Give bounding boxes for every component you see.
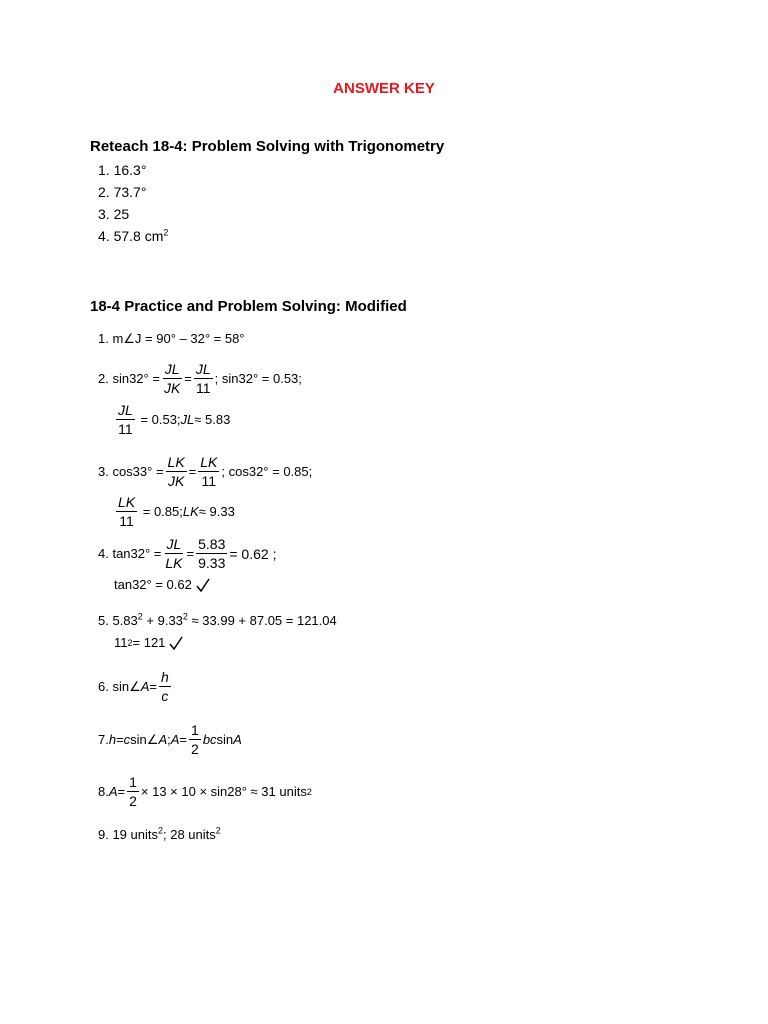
practice-answer-7: 7. h = c sin∠ A ; A = $\frac{1}{2}$ bc sin A xyxy=(98,722,242,757)
practice-answer-2-line2: $\frac{JL}{11}$ = 0.53; JL ≈ 5.83 xyxy=(118,402,231,437)
fraction: $\frac{h}{c}$ xyxy=(161,669,169,704)
reteach-heading: Reteach 18-4: Problem Solving with Trigonometry xyxy=(90,138,445,155)
practice-answer-5-line1: 5. $5.83^2 + 9.33^2 \approx 33.99 + 87.05 = 121.04$ xyxy=(98,611,337,628)
practice-answer-5-line2: 11 2 = 121 xyxy=(114,635,183,650)
reteach-answer-3: 3. 25 xyxy=(98,206,130,222)
practice-answer-6: 6. sin∠ A = $\frac{h}{c}$ xyxy=(98,669,169,704)
checkmark-icon xyxy=(196,578,210,592)
fraction: $\frac{1}{2}$ xyxy=(191,722,199,757)
fraction: $\frac{LK}{JK}$ xyxy=(167,454,185,489)
reteach-answer-4: 4. 57.8 $cm^2$ xyxy=(98,227,169,244)
practice-answer-3-line1: 3. cos33° = $\frac{LK}{JK}$ = $\frac{LK}{11}$ ; cos32° = 0.85; xyxy=(98,454,313,489)
practice-heading: 18-4 Practice and Problem Solving: Modified xyxy=(90,298,407,315)
fraction: $\frac{1}{2}$ xyxy=(129,774,137,809)
fraction: $\frac{5.83}{9.33}$ xyxy=(198,536,226,571)
reteach-answer-2: 2. 73.7° xyxy=(98,184,147,200)
fraction: $\frac{LK}{11}$ xyxy=(118,494,136,529)
reteach-answer-1: 1. 16.3° xyxy=(98,162,147,178)
fraction: $\frac{LK}{11}$ xyxy=(200,454,218,489)
fraction: $\frac{JL}{JK}$ xyxy=(163,361,181,396)
practice-answer-4-line1: 4. tan32° = $\frac{JL}{LK}$ = $\frac{5.83}{9.33}$ = 0.62 ; xyxy=(98,536,277,571)
fraction: $\frac{JL}{11}$ xyxy=(195,361,211,396)
practice-answer-3-line2: $\frac{LK}{11}$ = 0.85; LK ≈ 9.33 xyxy=(118,494,235,529)
practice-answer-2-line1: 2. sin32° = $\frac{JL}{JK}$ = $\frac{JL}{11}$ ; sin32° = 0.53; xyxy=(98,361,302,396)
page-title: ANSWER KEY xyxy=(333,80,435,97)
fraction: $\frac{JL}{LK}$ xyxy=(165,536,183,571)
practice-answer-1: 1. m∠J = 90° – 32° = 58° xyxy=(98,331,245,346)
checkmark-icon xyxy=(169,636,183,650)
practice-answer-8: 8. A = $\frac{1}{2}$ × 13 × 10 × sin28° ≈ 31 units 2 xyxy=(98,774,312,809)
fraction: $\frac{JL}{11}$ xyxy=(118,402,133,437)
practice-answer-4-line2: tan32° = 0.62 xyxy=(114,577,210,592)
practice-answer-9: 9. 19 units$^2$; 28 units$^2$ xyxy=(98,825,221,842)
